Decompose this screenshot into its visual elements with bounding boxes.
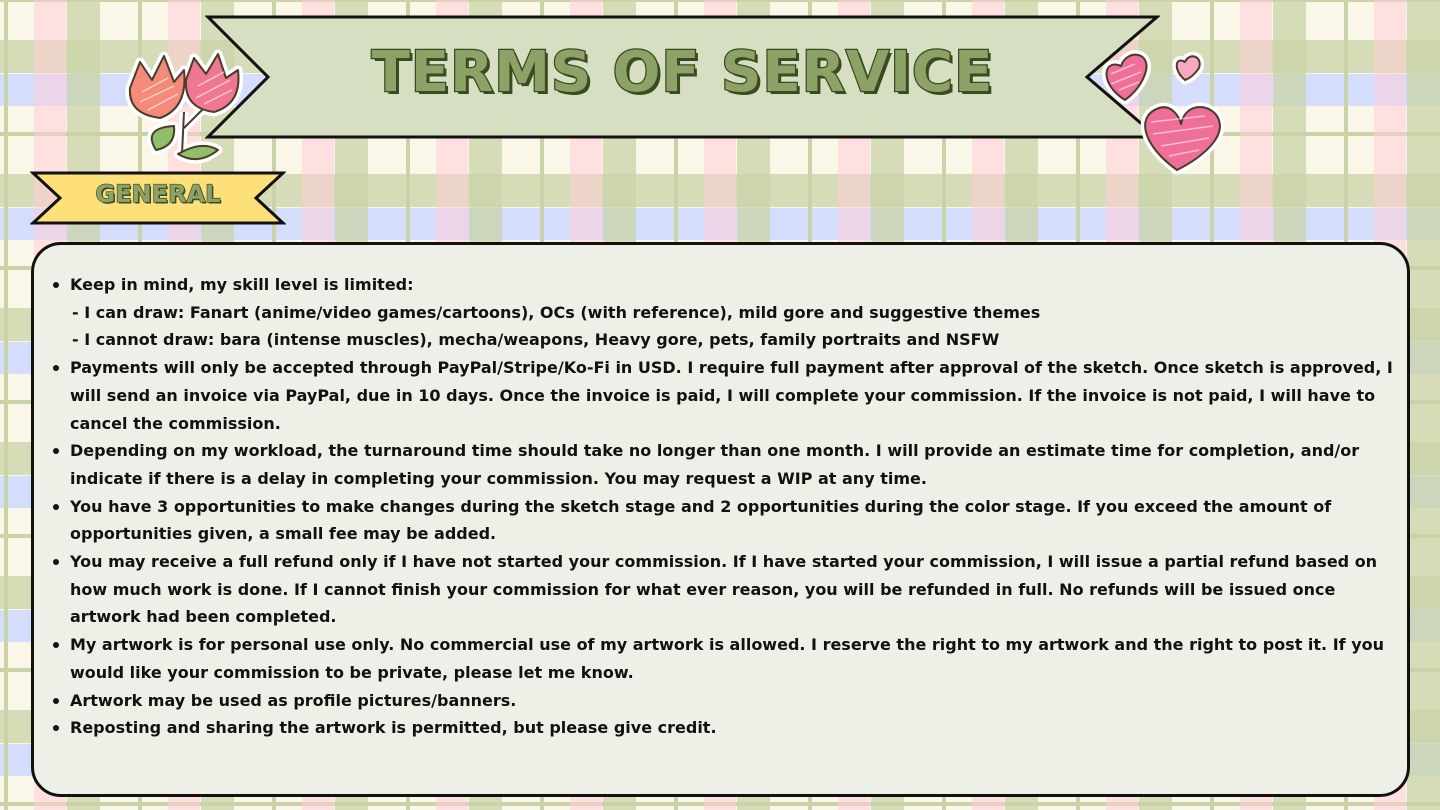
- term-revisions: You have 3 opportunities to make changes during the sketch stage and 2 opportunities during the color stage. If you exceed the amount of opportunities given, a small fee may be added.: [48, 493, 1400, 548]
- term-text: Keep in mind, my skill level is limited:: [70, 275, 414, 294]
- term-turnaround: Depending on my workload, the turnaround time should take no longer than one month. I will provide an estimate time for completion, and/or indicate if there is a delay in completing your commission. You may request a WIP at any time.: [48, 437, 1400, 492]
- section-label: GENERAL: [95, 180, 221, 208]
- hearts-icon: [1095, 44, 1230, 180]
- term-subline-cannot-draw: - I cannot draw: bara (intense muscles), mecha/weapons, Heavy gore, pets, family portraits and NSFW: [72, 330, 1000, 350]
- term-refunds: You may receive a full refund only if I have not started your commission. If I have started your commission, I will issue a partial refund based on how much work is done. If I cannot finish your commission for what ever reason, you will be refunded in full. No refunds will be issued once artwork had been completed.: [48, 548, 1400, 631]
- term-subline-can-draw: - I can draw: Fanart (anime/video games/cartoons), OCs (with reference), mild gore and suggestive themes: [72, 302, 1041, 322]
- term-skill-level: [48, 271, 1400, 354]
- term-payments: Payments will only be accepted through PayPal/Stripe/Ko-Fi in USD. I require full payment after approval of the sketch. Once sketch is approved, I will send an invoice via PayPal, due in 10 days. Once the invoice is paid, I will complete your commission. If the invoice is not paid, I will have to cancel the commission.: [48, 354, 1400, 437]
- term-reposting: Reposting and sharing the artwork is permitted, but please give credit.: [48, 714, 1400, 742]
- tulip-flowers-icon: [112, 42, 252, 164]
- term-personal-use: My artwork is for personal use only. No commercial use of my artwork is allowed. I reserve the right to my artwork and the right to post it. If you would like your commission to be private, please let me know.: [48, 631, 1400, 686]
- terms-list: [48, 271, 1400, 742]
- page-title: TERMS OF SERVICE: [371, 40, 994, 105]
- term-profile-use: Artwork may be used as profile pictures/banners.: [48, 687, 1400, 715]
